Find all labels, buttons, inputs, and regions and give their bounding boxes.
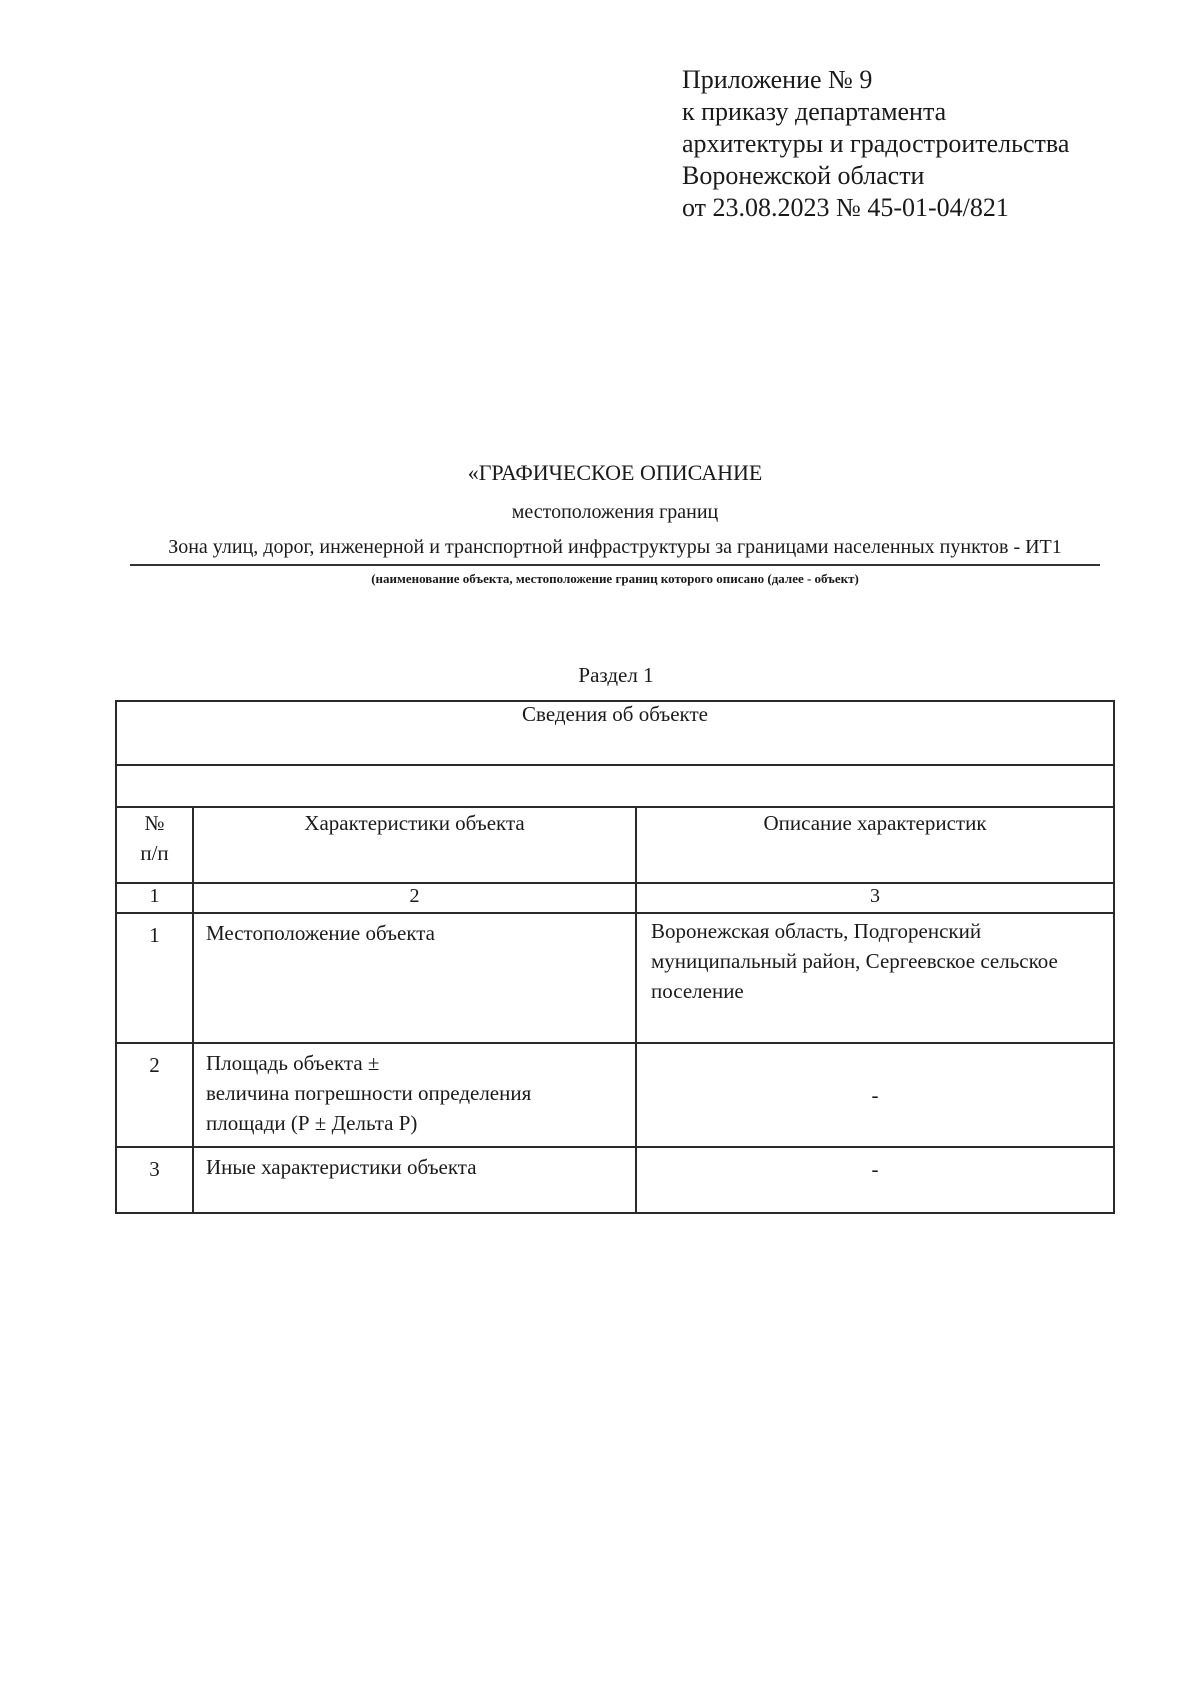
row-number: 3 [116,1147,193,1213]
table-empty-row [116,765,1114,807]
row-description: - [636,1043,1114,1147]
row-characteristic: Иные характеристики объекта [193,1147,636,1213]
column-number: 1 [116,883,193,913]
object-name-caption: (наименование объекта, местоположение границ которого описано (далее - объект) [371,571,859,586]
row-description: - [636,1147,1114,1213]
document-subtitle: местоположения границ [511,501,719,523]
row-characteristic-line: площади (Р ± Дельта Р) [206,1111,418,1135]
header-description: Описание характеристик [636,807,1114,883]
appendix-line: архитектуры и градостроительства [682,129,1070,158]
row-characteristic-line: величина погрешности определения [206,1081,532,1105]
table-title: Сведения об объекте [116,701,1114,765]
row-characteristic-line: Площадь объекта ± [206,1051,380,1075]
header-characteristic: Характеристики объекта [193,807,636,883]
row-description: Воронежская область, Подгоренский муниципальный район, Сергеевское сельское поселение [636,913,1114,1043]
table-title-row [116,701,1114,765]
table-row [116,1147,1114,1213]
header-num [116,807,193,883]
table-row [116,913,1114,1043]
column-number-row [116,883,1114,913]
appendix-header [682,64,1069,224]
table-row [116,1043,1114,1147]
row-number: 2 [116,1043,193,1147]
section-label: Раздел 1 [578,663,654,687]
row-characteristic [193,1043,636,1147]
appendix-line: Приложение № 9 [682,65,873,94]
column-number: 2 [193,883,636,913]
table-header-row [116,807,1114,883]
empty-cell [116,765,1114,807]
title-block [130,458,1100,588]
appendix-line: Воронежской области [682,161,925,190]
appendix-line: к приказу департамента [682,97,947,126]
appendix-line: от 23.08.2023 № 45-01-04/821 [682,193,1009,222]
column-number: 3 [636,883,1114,913]
header-num-label: № п/п [140,811,169,865]
object-info-table [115,700,1115,1214]
title-underline [130,564,1100,566]
row-characteristic: Местоположение объекта [193,913,636,1043]
document-title: «ГРАФИЧЕСКОЕ ОПИСАНИЕ [467,460,763,485]
object-name: Зона улиц, дорог, инженерной и транспортной инфраструктуры за границами населенных пунктов - ИТ1 [168,536,1062,558]
row-number: 1 [116,913,193,1043]
